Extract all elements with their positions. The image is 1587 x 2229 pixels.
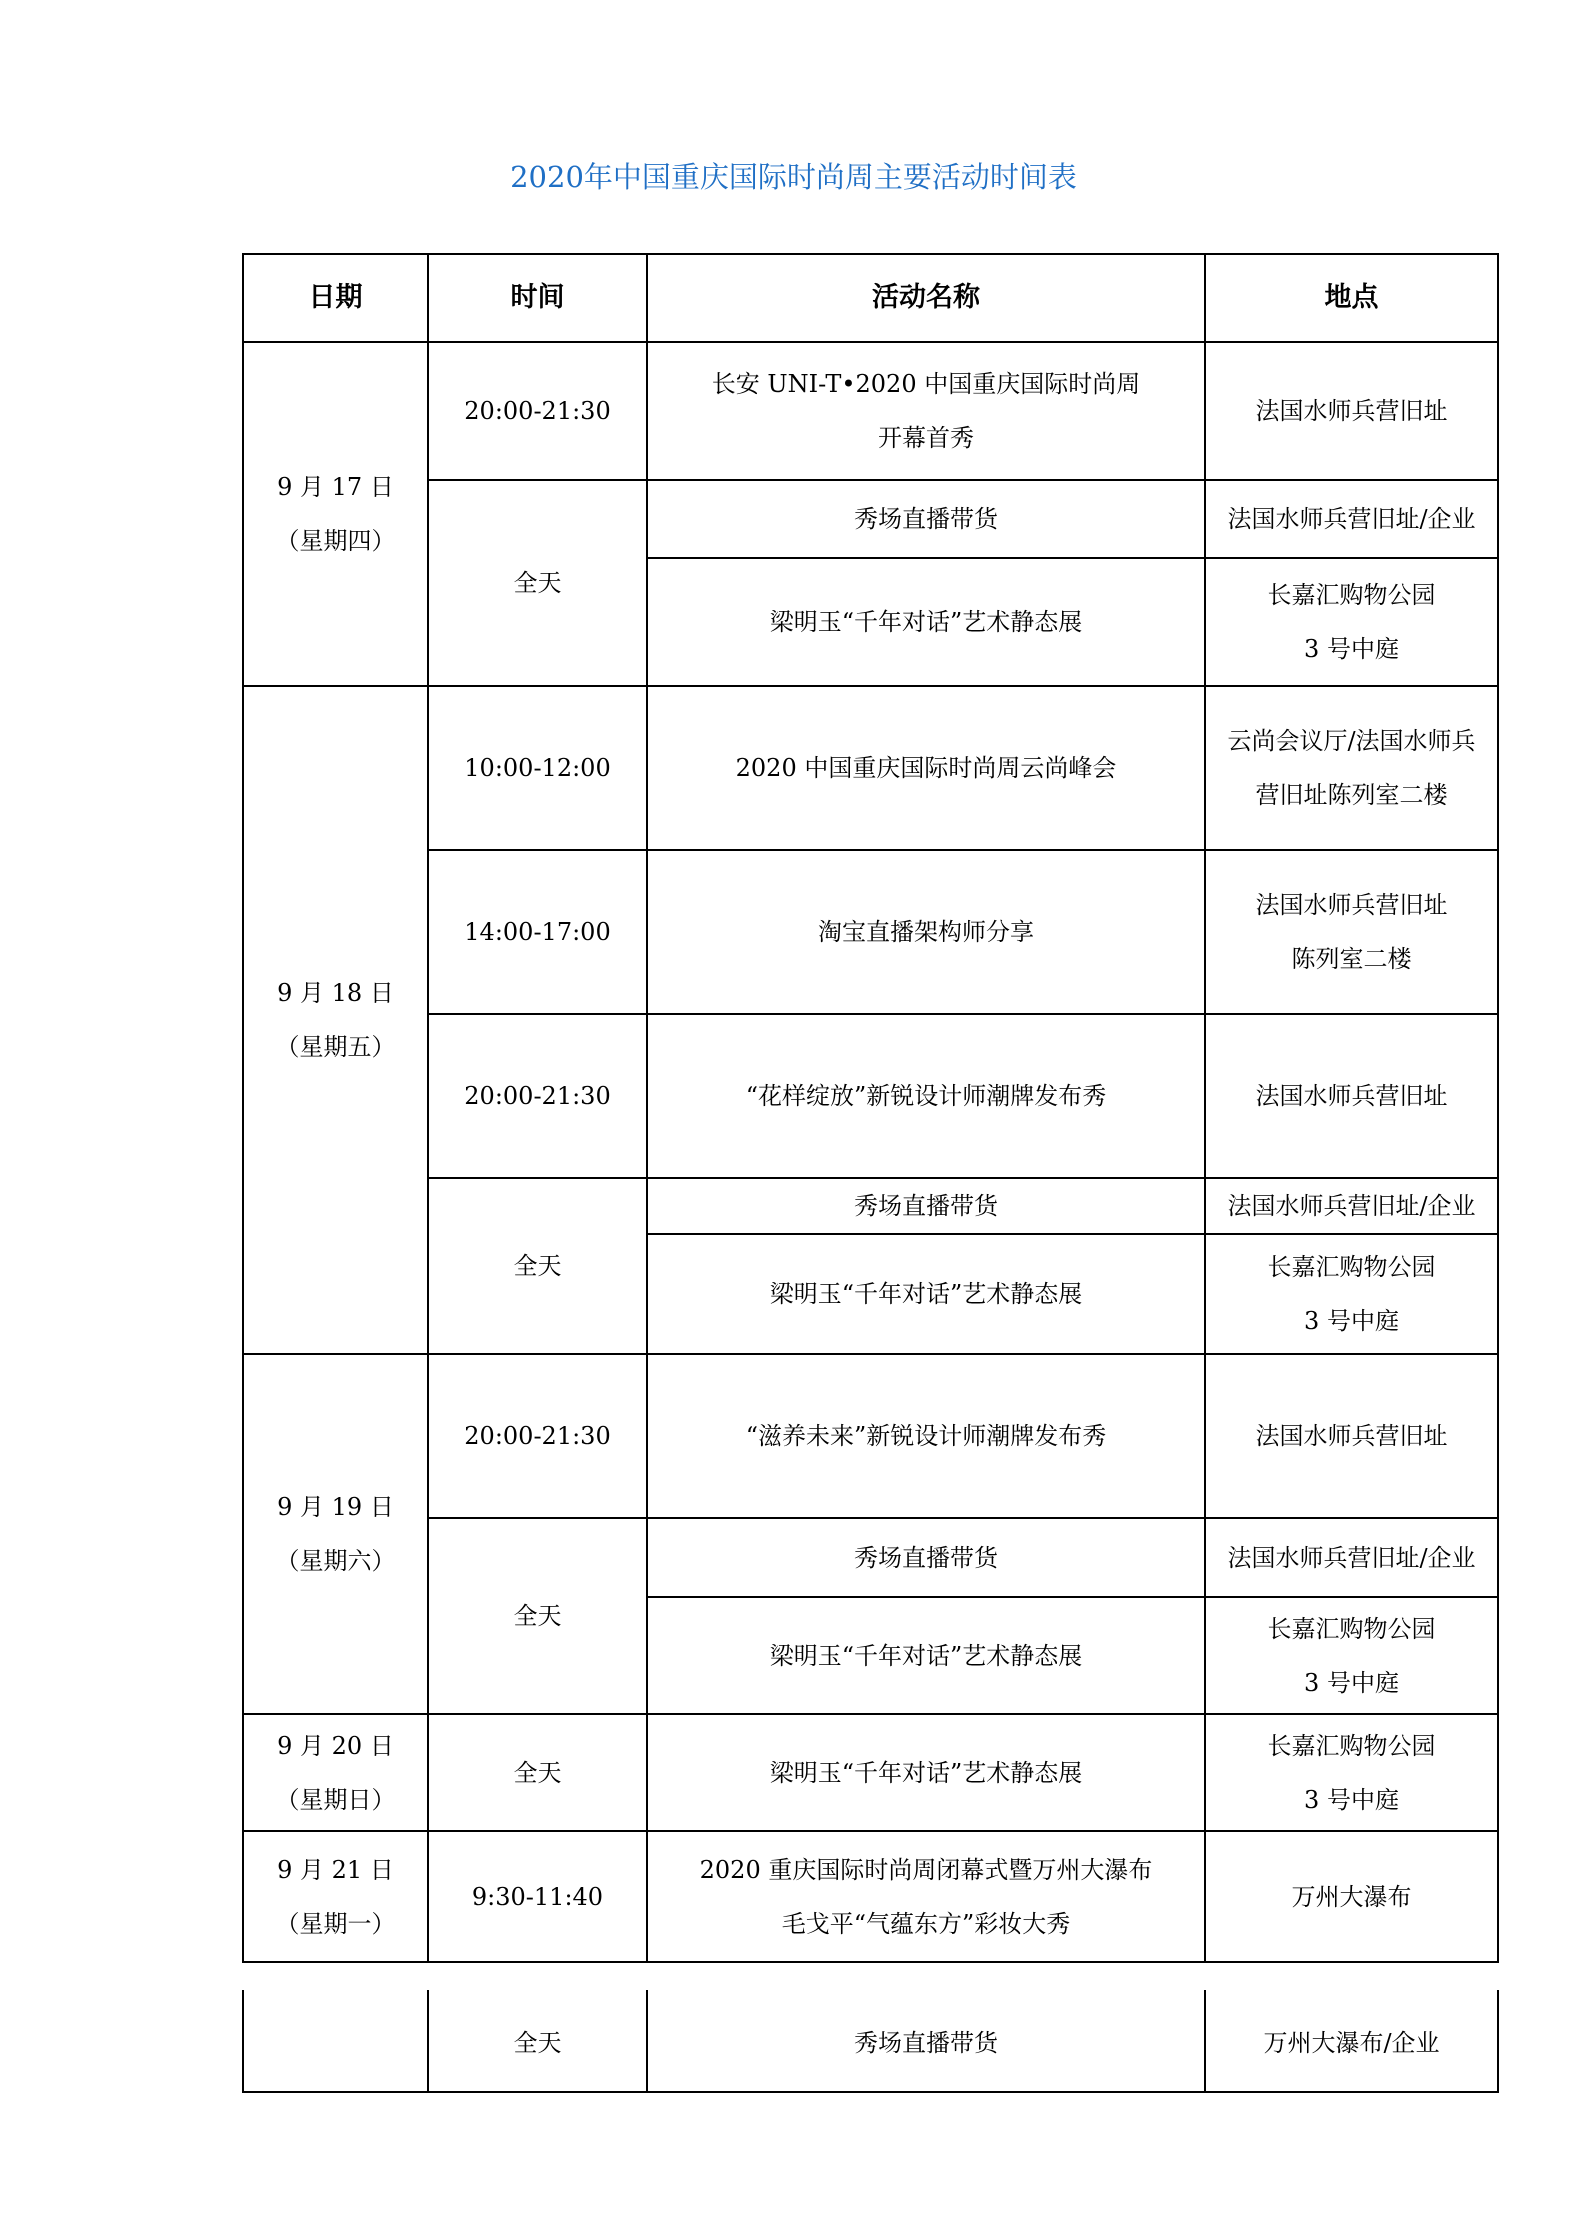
table-row: [243, 480, 1498, 558]
venue-cell: 法国水师兵营旧址/企业: [1205, 1178, 1498, 1234]
table-row: [243, 686, 1498, 850]
activity-text: 长安 UNI-T•2020 中国重庆国际时尚周: [711, 370, 1141, 398]
activity-cell: 梁明玉“千年对话”艺术静态展: [647, 1234, 1205, 1354]
venue-text: 陈列室二楼: [1291, 945, 1412, 973]
table-row: [243, 1354, 1498, 1518]
venue-cell: [1205, 1597, 1498, 1714]
venue-cell: 万州大瀑布: [1205, 1831, 1498, 1962]
activity-cell: “花样绽放”新锐设计师潮牌发布秀: [647, 1014, 1205, 1178]
venue-cell: 法国水师兵营旧址: [1205, 1014, 1498, 1178]
activity-cell: [647, 1831, 1205, 1962]
date-text: 9 月 21 日: [277, 1855, 394, 1884]
header-row: [243, 254, 1498, 342]
time-cell: 全天: [428, 1990, 647, 2092]
time-cell: 全天: [428, 1714, 647, 1831]
weekday-text: （星期六）: [275, 1547, 396, 1575]
activity-cell: “滋养未来”新锐设计师潮牌发布秀: [647, 1354, 1205, 1518]
table-row: [243, 850, 1498, 1014]
table-row: [243, 1178, 1498, 1234]
date-text: 9 月 18 日: [277, 979, 394, 1007]
activity-text: 2020 重庆国际时尚周闭幕式暨万州大瀑布: [699, 1855, 1153, 1884]
table-row: [243, 1990, 1498, 2092]
table-row: [243, 1014, 1498, 1178]
activity-cell: 秀场直播带货: [647, 1518, 1205, 1597]
venue-cell: [1205, 1234, 1498, 1354]
time-cell: 全天: [428, 1518, 647, 1714]
venue-cell: [1205, 850, 1498, 1014]
schedule-table-continued: [242, 1990, 1499, 2093]
weekday-text: （星期五）: [275, 1033, 396, 1061]
date-cell: [243, 686, 428, 1354]
venue-cell: 法国水师兵营旧址/企业: [1205, 480, 1498, 558]
venue-cell: [1205, 1714, 1498, 1831]
time-cell: 全天: [428, 1178, 647, 1354]
date-cell: [243, 1831, 428, 1962]
activity-cell: [647, 342, 1205, 480]
weekday-text: （星期四）: [275, 527, 396, 555]
venue-text: 法国水师兵营旧址: [1255, 891, 1448, 919]
venue-text: 3 号中庭: [1304, 1785, 1399, 1814]
venue-text: 3 号中庭: [1304, 1668, 1399, 1697]
header-activity: 活动名称: [647, 254, 1205, 342]
activity-cell: 秀场直播带货: [647, 480, 1205, 558]
activity-cell: 秀场直播带货: [647, 1990, 1205, 2092]
date-cell: [243, 1354, 428, 1714]
venue-cell: 法国水师兵营旧址/企业: [1205, 1518, 1498, 1597]
weekday-text: （星期日）: [275, 1785, 396, 1814]
time-cell: 9:30-11:40: [428, 1831, 647, 1962]
schedule-table: [242, 253, 1499, 1963]
venue-cell: [1205, 686, 1498, 850]
date-text: 9 月 20 日: [277, 1731, 394, 1760]
venue-text: 3 号中庭: [1304, 1307, 1399, 1335]
time-cell: 20:00-21:30: [428, 1014, 647, 1178]
venue-text: 长嘉汇购物公园: [1267, 581, 1436, 609]
activity-cell: 梁明玉“千年对话”艺术静态展: [647, 1714, 1205, 1831]
venue-cell: 万州大瀑布/企业: [1205, 1990, 1498, 2092]
table-row: [243, 1518, 1498, 1597]
date-cell: [243, 342, 428, 686]
weekday-text: （星期一）: [275, 1909, 396, 1938]
table-row: [243, 1831, 1498, 1962]
date-text: 9 月 17 日: [277, 473, 394, 501]
date-cell: [243, 1990, 428, 2092]
venue-text: 长嘉汇购物公园: [1267, 1614, 1436, 1643]
activity-cell: 梁明玉“千年对话”艺术静态展: [647, 1597, 1205, 1714]
activity-cell: 梁明玉“千年对话”艺术静态展: [647, 558, 1205, 686]
venue-text: 3 号中庭: [1304, 635, 1399, 663]
activity-text: 毛戈平“气蕴东方”彩妆大秀: [781, 1909, 1071, 1938]
time-cell: 14:00-17:00: [428, 850, 647, 1014]
venue-text: 长嘉汇购物公园: [1267, 1731, 1436, 1760]
time-cell: 10:00-12:00: [428, 686, 647, 850]
date-text: 9 月 19 日: [277, 1493, 394, 1521]
time-cell: 20:00-21:30: [428, 1354, 647, 1518]
venue-text: 营旧址陈列室二楼: [1255, 781, 1448, 809]
header-date: 日期: [243, 254, 428, 342]
activity-cell: 2020 中国重庆国际时尚周云尚峰会: [647, 686, 1205, 850]
venue-cell: 法国水师兵营旧址: [1205, 1354, 1498, 1518]
activity-text: 开幕首秀: [878, 424, 974, 452]
header-venue: 地点: [1205, 254, 1498, 342]
time-cell: 全天: [428, 480, 647, 686]
header-time: 时间: [428, 254, 647, 342]
activity-cell: 淘宝直播架构师分享: [647, 850, 1205, 1014]
table-row: [243, 1714, 1498, 1831]
date-cell: [243, 1714, 428, 1831]
venue-cell: [1205, 558, 1498, 686]
venue-cell: 法国水师兵营旧址: [1205, 342, 1498, 480]
venue-text: 长嘉汇购物公园: [1267, 1253, 1436, 1281]
venue-text: 云尚会议厅/法国水师兵: [1227, 727, 1476, 755]
page-title: 2020年中国重庆国际时尚周主要活动时间表: [510, 160, 1077, 194]
activity-cell: 秀场直播带货: [647, 1178, 1205, 1234]
table-row: [243, 342, 1498, 480]
time-cell: 20:00-21:30: [428, 342, 647, 480]
